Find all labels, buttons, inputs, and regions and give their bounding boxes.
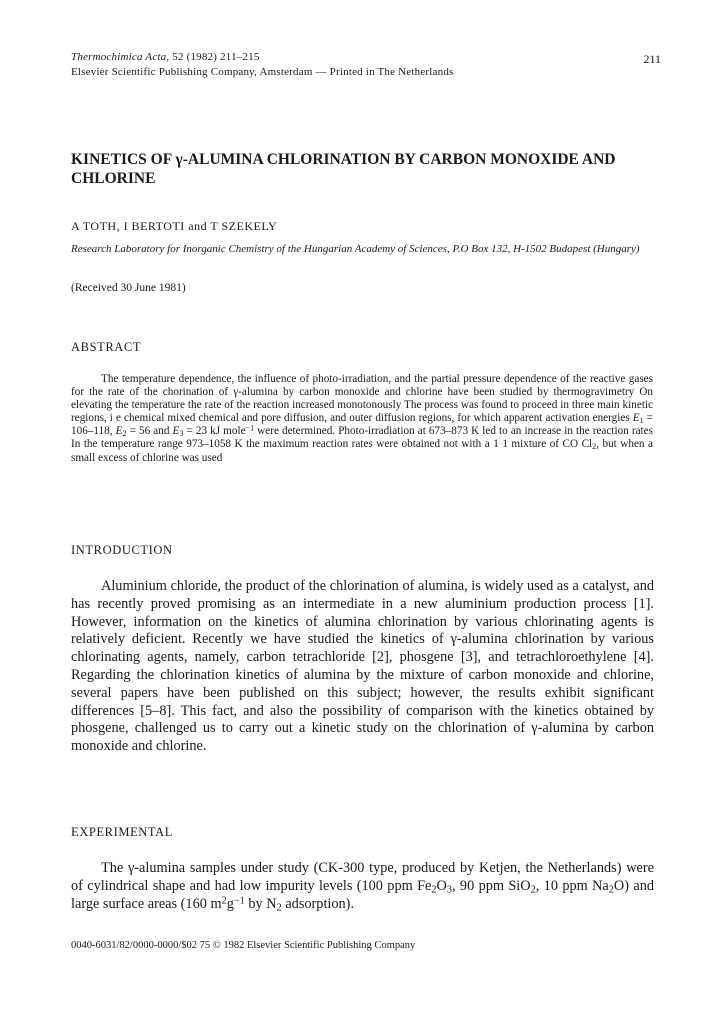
m-superscript: 2 <box>221 894 227 906</box>
e2-symbol: E <box>115 425 123 438</box>
e2-value: = 56 and <box>126 425 173 438</box>
abstract-text <box>71 373 653 465</box>
experimental-text <box>71 860 654 913</box>
g-superscript: −1 <box>233 894 245 906</box>
exp-part-1: The γ-alumina samples under study (CK-300 type, produced by Ketjen, the Netherlands) were of cylindrical shape and had low impurity levels (100 ppm Fe <box>71 860 654 894</box>
e2-subscript: 2 <box>122 429 127 439</box>
received-date: (Received 30 June 1981) <box>71 282 186 294</box>
exp-part-4: O) and large surface areas (160 m <box>71 877 655 912</box>
journal-name: Thermochimica Acta, <box>71 51 170 63</box>
n-subscript: 2 <box>276 902 282 914</box>
abstract-part-3: , but when a small excess of chlorine was used <box>71 438 653 464</box>
exp-part-7: adsorption). <box>281 895 355 912</box>
introduction-heading: INTRODUCTION <box>71 543 173 557</box>
e3-unit-exponent: −1 <box>245 423 255 433</box>
e3-value: = 23 kJ mole <box>183 425 246 438</box>
page-number: 211 <box>643 52 661 66</box>
abstract-paragraph <box>71 373 653 465</box>
fe-subscript-2: 3 <box>446 884 452 896</box>
article-title: KINETICS OF γ-ALUMINA CHLORINATION BY CARBON MONOXIDE AND CHLORINE <box>71 151 616 187</box>
experimental-paragraph <box>71 860 654 913</box>
cl-subscript: 2 <box>592 442 597 452</box>
volume-pages: 52 (1982) 211–215 <box>169 51 260 63</box>
exp-part-6: by N <box>244 895 277 912</box>
copyright-footer: 0040-6031/82/0000-0000/$02 75 © 1982 Elsevier Scientific Publishing Company <box>71 940 416 951</box>
author-list: A TOTH, I BERTOTI and T SZEKELY <box>71 219 278 233</box>
exp-part-3: , 10 ppm Na <box>535 877 609 894</box>
abstract-part-2: were determined. Photo-irradiation at 673–873 K led to an increase in the reaction rates In the temperature range 973–1058 K the maximum reaction rates were obtained not with a 1 1 mixture of CO Cl <box>71 425 653 451</box>
running-header <box>71 50 661 80</box>
abstract-heading: ABSTRACT <box>71 340 142 354</box>
fe-subscript-1: 2 <box>431 884 437 896</box>
experimental-heading: EXPERIMENTAL <box>71 825 174 839</box>
e1-symbol: E <box>632 412 640 425</box>
na-subscript: 2 <box>608 884 614 896</box>
introduction-paragraph: Aluminium chloride, the product of the chlorination of alumina, is widely used as a catalyst, and has recently proved promising as an intermediate in a new aluminium production process [1]. However, information on the kinetics of alumina chlorination by various chlorinating agents is relatively deficient. Recently we have studied the kinetics of γ-alumina chlorination by various chlorinating agents, namely, carbon tetrachloride [2], phosgene [3], and tetrachloroethylene [4]. Regarding the chlorination kinetics of alumina by the mixture of carbon monoxide and chlorine, several papers have been published on this subject; however, the results exhibit significant differences [5–8]. This fact, and also the possibility of comparison with the kinetics obtained by phosgene, challenged us to carry out a kinetic study on the chlorination of γ-alumina by carbon monoxide and chlorine. <box>71 578 654 755</box>
si-subscript: 2 <box>530 884 536 896</box>
exp-part-5: g <box>226 895 234 912</box>
e3-subscript: 3 <box>179 429 184 439</box>
exp-part-2: , 90 ppm SiO <box>452 877 531 894</box>
affiliation: Research Laboratory for Inorganic Chemistry of the Hungarian Academy of Sciences, P.O Box 132, H-1502 Budapest (Hungary) <box>71 243 640 255</box>
introduction-text <box>71 578 654 756</box>
abstract-part-1: The temperature dependence, the influence of photo-irradiation, and the partial pressure dependence of the reactive gases for the rate of the chorination of γ-alumina by carbon monoxide and chlorine have been studied by thermogravimetry On elevating the temperature the rate of the reaction increased monotonously The process was found to proceed in three main kinetic regions, i e chemical mixed chemical and pore diffusion, and outer diffusion regions, for which apparent activation energies <box>71 373 653 425</box>
fe-oxygen: O <box>436 877 447 894</box>
e1-value: = 106–118, <box>71 412 653 438</box>
journal-citation <box>71 50 661 65</box>
e3-symbol: E <box>172 425 180 438</box>
e1-subscript: 1 <box>639 416 644 426</box>
publisher-line: Elsevier Scientific Publishing Company, Amsterdam — Printed in The Netherlands <box>71 66 454 78</box>
